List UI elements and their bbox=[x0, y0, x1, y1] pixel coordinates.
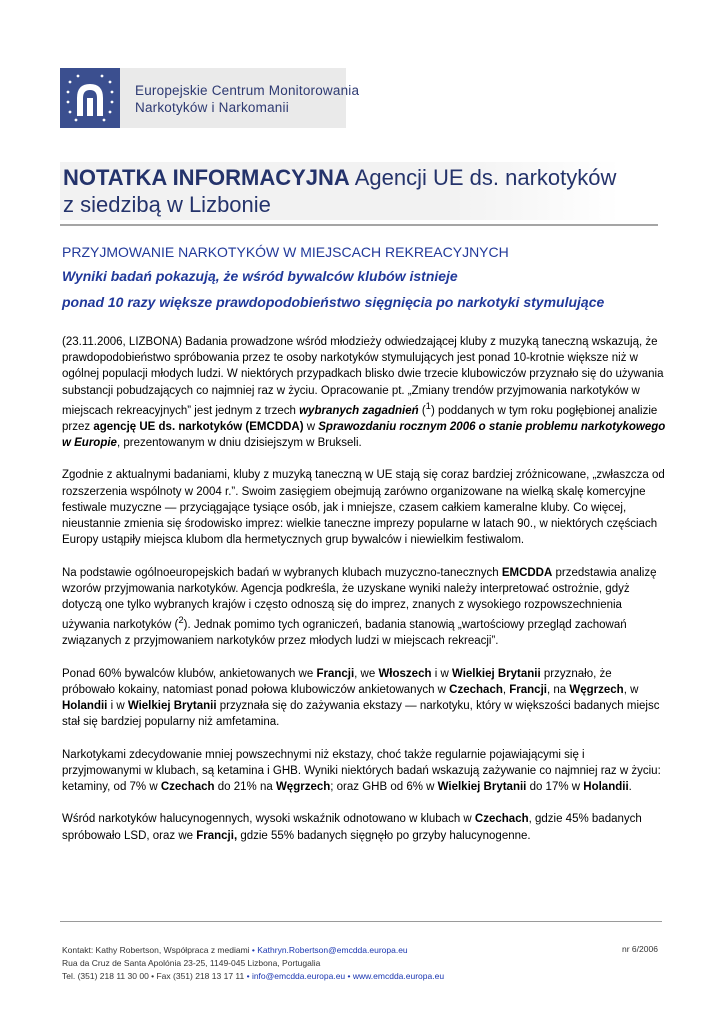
text: , prezentowanym w dniu dzisiejszym w Brukseli. bbox=[116, 437, 362, 450]
paragraph-4 bbox=[62, 666, 667, 731]
paragraph-2: Zgodnie z aktualnymi badaniami, kluby z muzyką taneczną w UE stają się coraz bardziej zróżnicowane, „zwłaszcza od rozszerzenia wspólnoty w 2004 r.”. Swoim zasięgiem obejmują zarówno organizowane na wielką skalę komercyjne festiwale muzyczne — przyciągające tysiące osób, jak i mniejsze, czasem całkiem kameralne kluby. Co więcej, nieustannie zmienia się środowisko imprez: wielkie taneczne imprezy popularne w latach 90., w niektórych częściach Europy ustąpiły miejsca klubom dla hermetycznych grup bywalców i niewielkim festiwalom. bbox=[62, 469, 665, 547]
banner-subtitle: z siedzibą w Lizbonie bbox=[63, 192, 271, 217]
footnote-ref: 2 bbox=[178, 615, 184, 627]
text: do 17% w bbox=[526, 781, 584, 794]
text: Na podstawie ogólnoeuropejskich badań w wybranych klubach muzyczno-tanecznych bbox=[62, 566, 502, 579]
country: Wielkiej Brytanii bbox=[437, 781, 527, 794]
footer-phones-line bbox=[62, 970, 444, 983]
text: i w bbox=[431, 667, 452, 680]
emphasis: EMCDDA bbox=[501, 566, 553, 579]
organization-name bbox=[135, 82, 359, 116]
paragraph-6 bbox=[62, 811, 667, 843]
emphasis: wybranych zagadnień bbox=[299, 404, 419, 417]
footer-divider bbox=[60, 921, 662, 922]
text: , bbox=[502, 683, 510, 696]
organization-name-line2: Narkotyków i Narkomanii bbox=[135, 100, 289, 115]
footer-address: Rua da Cruz de Santa Apolónia 23-25, 1149-045 Lizbona, Portugalia bbox=[62, 958, 321, 968]
text: Wśród narkotyków halucynogennych, wysoki wskaźnik odnotowano w klubach w bbox=[62, 813, 475, 826]
text: ). Jednak pomimo tych ograniczeń, badania stanowią „wartościowy przegląd zachowań związanych z przyjmowaniem narkotyków przez młodych ludzi w miejscach rekreacji”. bbox=[62, 619, 627, 648]
banner-title-rest: Agencji UE ds. narkotyków bbox=[349, 165, 617, 190]
separator: • bbox=[249, 945, 258, 955]
text: przyznało, że próbowało kokainy, natomiast ponad połowa klubowiczów ankietowanych w bbox=[62, 667, 612, 696]
country: Francji bbox=[316, 667, 355, 680]
text: ) poddanych w tym roku pogłębionej analizie przez bbox=[62, 404, 658, 433]
country: Włoszech bbox=[378, 667, 432, 680]
footer-contact-line bbox=[62, 944, 444, 957]
separator: • bbox=[244, 971, 252, 981]
header-divider bbox=[60, 224, 658, 226]
country: Francji bbox=[509, 683, 547, 696]
footnote-ref: 1 bbox=[425, 400, 431, 412]
country: Czechach bbox=[160, 781, 215, 794]
article-body bbox=[62, 334, 667, 860]
text: w bbox=[303, 420, 319, 433]
paragraph-5 bbox=[62, 747, 667, 796]
document-banner bbox=[63, 164, 623, 218]
text: przyznała się do zażywania ekstazy — narkotyku, który w większości badanych miejsc stał się bardziej popularny niż amfetamina. bbox=[62, 700, 660, 729]
text: , gdzie 45% badanych spróbowało LSD, oraz we bbox=[62, 813, 642, 842]
text: ; oraz GHB od 6% w bbox=[330, 781, 438, 794]
country: Węgrzech bbox=[275, 781, 331, 794]
text: ( bbox=[418, 404, 426, 417]
emphasis: Sprawozdaniu rocznym 2006 o stanie problemu narkotykowego w Europie bbox=[62, 420, 666, 450]
contact-label: Kontakt: Kathy Robertson, Współpraca z mediami bbox=[62, 945, 250, 955]
text: , na bbox=[546, 683, 570, 696]
emcdda-logo-icon bbox=[60, 68, 120, 128]
note-number: nr 6/2006 bbox=[622, 944, 658, 954]
country: Wielkiej Brytanii bbox=[127, 700, 217, 713]
text: , we bbox=[354, 667, 379, 680]
banner-bold-title: NOTATKA INFORMACYJNA bbox=[63, 165, 350, 190]
website-link[interactable]: www.emcdda.europa.eu bbox=[352, 971, 445, 981]
country: Wielkiej Brytanii bbox=[451, 667, 541, 680]
separator: • bbox=[345, 971, 353, 981]
country: Francji, bbox=[196, 829, 238, 842]
country: Holandii bbox=[583, 781, 629, 794]
text: . bbox=[628, 781, 632, 794]
text: przedstawia analizę wzorów przyjmowania narkotyków. Agencja podkreśla, że uzyskane wyniki należy interpretować ostrożnie, gdyż dotyczą one tylko wybranych krajów i często odnoszą się do imprez, znanych z wysokiego rozpowszechnienia używania narkotyków ( bbox=[62, 566, 657, 632]
footer bbox=[62, 944, 444, 983]
emphasis: agencję UE ds. narkotyków (EMCDDA) bbox=[93, 420, 304, 433]
text: , w bbox=[623, 683, 639, 696]
country: Czechach bbox=[449, 683, 503, 696]
text: Ponad 60% bywalców klubów, ankietowanych we bbox=[62, 667, 317, 680]
country: Czechach bbox=[474, 813, 529, 826]
text: do 21% na bbox=[214, 781, 276, 794]
text: gdzie 55% badanych sięgnęło po grzyby halucynogenne. bbox=[237, 829, 531, 842]
country: Holandii bbox=[62, 700, 108, 713]
contact-email-link[interactable]: Kathryn.Robertson@emcdda.europa.eu bbox=[257, 945, 408, 955]
info-email-link[interactable]: info@emcdda.europa.eu bbox=[251, 971, 346, 981]
text: Narkotykami zdecydowanie mniej powszechnymi niż ekstazy, choć także regularnie pojawiającymi się i przyjmowanymi w klubach, są ketamina i GHB. Wyniki niektórych badań wskazują zażywanie co najmniej raz w życiu: ketaminy, od 7% w bbox=[62, 748, 661, 794]
phone-fax: Tel. (351) 218 11 30 00 • Fax (351) 218 13 17 11 bbox=[62, 971, 245, 981]
organization-name-line1: Europejskie Centrum Monitorowania bbox=[135, 83, 360, 98]
country: Węgrzech bbox=[569, 683, 624, 696]
text: (23.11.2006, LIZBONA) Badania prowadzone wśród młodzieży odwiedzającej kluby z muzyką taneczną wskazują, że prawdopodobieństwo spróbowania przez te osoby narkotyków stymulujących jest ponad 10-krotnie większe niż w ogólnej populacji młodych ludzi. W niektórych przypadkach blisko dwie trzecie klubowiczów przyznało się do używania substancji pobudzających co najmniej raz w życiu. Opracowanie pt. „Zmiany trendów przyjmowania narkotyków w miejscach rekreacyjnych” jest jednym z trzech bbox=[62, 336, 664, 417]
headline-line2: ponad 10 razy większe prawdopodobieństwo sięgnięcia po narkotyki stymulujące bbox=[62, 294, 605, 310]
paragraph-1 bbox=[62, 334, 667, 451]
headline-kicker: PRZYJMOWANIE NARKOTYKÓW W MIEJSCACH REKREACYJNYCH bbox=[62, 244, 509, 260]
paragraph-3 bbox=[62, 565, 667, 650]
headline-line1: Wyniki badań pokazują, że wśród bywalców klubów istnieje bbox=[62, 268, 458, 284]
text: i w bbox=[107, 700, 128, 713]
